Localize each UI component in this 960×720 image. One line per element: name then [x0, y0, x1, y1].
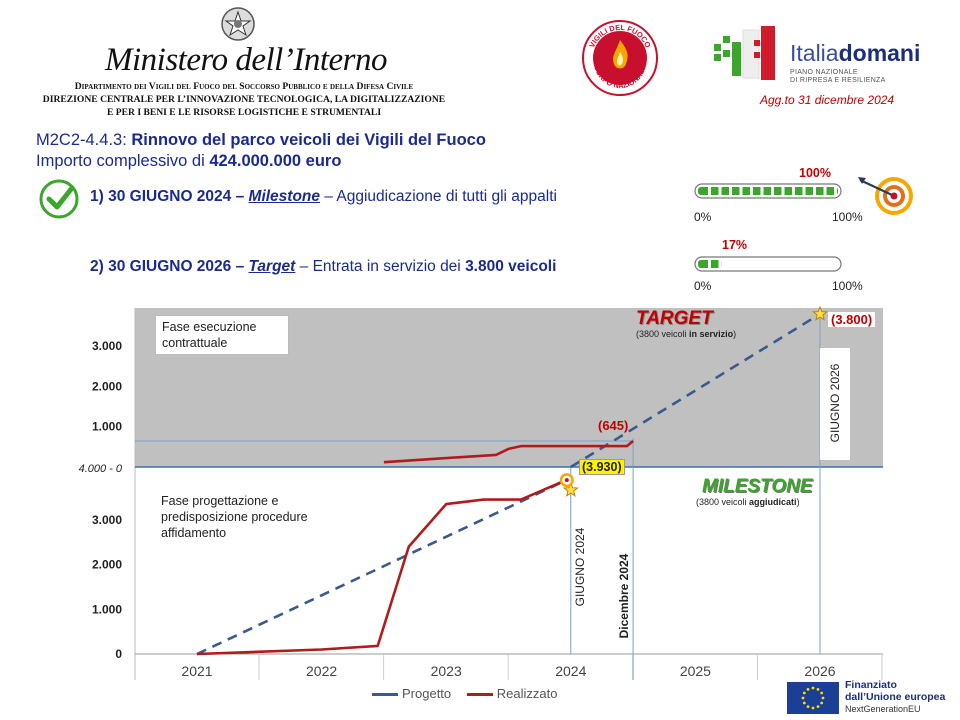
milestone-note-a: (3800 veicoli — [696, 497, 747, 507]
progress-segment-gap — [824, 187, 827, 195]
x-tick-label: 2022 — [306, 663, 338, 679]
upper-y-tick-label: 3.000 — [91, 339, 122, 354]
lower-phase-label — [155, 490, 357, 544]
checkmark-icon — [38, 178, 80, 220]
department-line: Dipartimento dei Vigili del Fuoco del Soccorso Pubblico e della Difesa Civile — [74, 81, 414, 92]
upper-y-tick-label: 2.000 — [91, 379, 122, 394]
progress-segment-gap — [813, 187, 816, 195]
amount-value: 424.000.000 euro — [209, 152, 342, 170]
milestone-progress-min: 0% — [694, 210, 712, 224]
legend-realizzato-label: Realizzato — [496, 686, 558, 701]
italia-domani-subtitle — [790, 69, 886, 85]
progress-segment-gap — [740, 187, 743, 195]
eu-line3-text: NextGenerationEU — [845, 704, 921, 714]
milestone-date: 1) 30 GIUGNO 2024 – — [90, 188, 245, 205]
progress-segment-gap — [708, 187, 711, 195]
milestone-annotation — [696, 476, 813, 507]
progress-segment-gap — [782, 187, 785, 195]
milestone-value-label: (3.930) — [579, 459, 625, 475]
target-type: Target — [248, 258, 296, 275]
progress-segment-gap — [729, 187, 732, 195]
target-annotation-title: TARGET — [636, 308, 713, 329]
measure-code: M2C2-4.4.3: — [36, 131, 127, 149]
milestone-bullseye-center — [565, 478, 569, 482]
eu-star — [807, 688, 810, 691]
eu-star — [817, 705, 820, 708]
milestone-note-c: ) — [796, 497, 800, 507]
amount-label: Importo complessivo di — [36, 152, 205, 170]
target-note-c: ) — [733, 329, 737, 339]
milestone-annotation-title: MILESTONE — [702, 476, 813, 497]
department-line: DIREZIONE CENTRALE PER L’INNOVAZIONE TECNOLOGICA, LA DIGITALIZZAZIONE — [42, 94, 446, 105]
italia-domani-logo-icon — [710, 22, 782, 86]
progress-segment-gap — [834, 187, 837, 195]
eu-star — [812, 707, 815, 710]
target-date: 2) 30 GIUGNO 2026 – — [90, 258, 245, 275]
vline-label-giugno-2026 — [820, 348, 850, 460]
x-tick-label: 2026 — [804, 663, 836, 679]
update-date: Agg.to 31 dicembre 2024 — [760, 93, 895, 107]
progress-segment-gap — [803, 187, 806, 195]
italia-domani-subtitle-line: PIANO NAZIONALE — [790, 69, 858, 76]
target-progress-bar — [694, 256, 842, 272]
eu-star — [822, 697, 825, 700]
lower-y-tick-label: 3.000 — [91, 512, 122, 527]
lower-y-tick-label: 1.000 — [91, 602, 122, 617]
lower-phase-line: Fase progettazione e — [161, 494, 279, 508]
italia-domani-title-a: Italia — [790, 40, 839, 66]
eu-star — [812, 687, 815, 690]
progress-segment-gap — [719, 187, 722, 195]
chart-legend — [372, 686, 557, 701]
amount-line — [36, 152, 341, 171]
italia-domani-subtitle-line: DI RIPRESA E RESILIENZA — [790, 77, 886, 84]
vline-label-dicembre-2024: Dicembre 2024 — [617, 553, 631, 639]
legend-realizzato-swatch — [467, 693, 493, 696]
target-row — [90, 258, 556, 276]
legend-progetto-swatch — [372, 693, 398, 696]
progress-segment-gap — [771, 187, 774, 195]
italia-domani-title-b: domani — [838, 40, 921, 66]
target-annotation-note — [636, 329, 736, 339]
upper-y-tick-label: 1.000 — [91, 419, 122, 434]
eu-star — [803, 702, 806, 705]
measure-name: Rinnovo del parco veicoli dei Vigili del Fuoco — [131, 131, 486, 149]
target-note-a: (3800 veicoli — [636, 329, 687, 339]
target-desc: – Entrata in servizio dei — [299, 258, 461, 275]
legend-progetto-label: Progetto — [402, 686, 452, 701]
x-tick-label: 2024 — [555, 663, 587, 679]
eu-line2: dall’Unione europea — [845, 691, 946, 703]
milestone-progress-svg — [694, 183, 842, 199]
progress-chart — [0, 300, 960, 720]
milestone-row — [90, 188, 557, 206]
target-progress-max: 100% — [832, 279, 863, 293]
progress-segment-gap — [792, 187, 795, 195]
vline-label-giugno-2026-text: GIUGNO 2026 — [828, 363, 842, 443]
target-progress-svg — [694, 256, 842, 272]
eu-text — [845, 679, 945, 715]
eu-star — [820, 692, 823, 695]
measure-title — [36, 131, 486, 150]
eu-star — [817, 688, 820, 691]
x-tick-label: 2025 — [679, 663, 711, 679]
upper-phase-line: Fase esecuzione — [162, 320, 257, 334]
department-text — [24, 80, 464, 119]
x-tick-label: 2023 — [430, 663, 462, 679]
target-value-label: (3.800) — [828, 312, 875, 327]
department-line: E PER I BENI E LE RISORSE LOGISTICHE E STRUMENTALI — [106, 107, 382, 118]
boundary-y-tick-label: 4.000 - 0 — [78, 463, 122, 475]
milestone-progress-bar — [694, 183, 842, 199]
target-bullseye-icon — [856, 172, 916, 218]
x-tick-label: 2021 — [181, 663, 213, 679]
milestone-progress-max: 100% — [832, 210, 863, 224]
vline-label-giugno-2024: GIUGNO 2024 — [573, 527, 587, 607]
vvf-logo-bottom-text: CORPO NAZIONALE — [592, 64, 648, 91]
eu-line3 — [845, 703, 945, 715]
progress-segment-gap — [750, 187, 753, 195]
eu-star — [807, 705, 810, 708]
target-note-b: in servizio — [689, 329, 734, 339]
upper-phase-label — [155, 315, 289, 355]
target-progress-min: 0% — [694, 279, 712, 293]
lower-y-tick-label: 2.000 — [91, 557, 122, 572]
lower-y-tick-label: 0 — [115, 647, 122, 661]
eu-star — [803, 692, 806, 695]
italia-domani-title — [790, 40, 920, 67]
eu-star — [820, 702, 823, 705]
milestone-desc: – Aggiudicazione di tutti gli appalti — [324, 188, 557, 205]
milestone-note-b: aggiudicati — [749, 497, 797, 507]
milestone-progress-label: 100% — [799, 166, 831, 180]
progress-segment-gap — [761, 187, 764, 195]
milestone-annotation-note — [696, 497, 813, 507]
lower-phase-line: affidamento — [161, 526, 227, 540]
upper-phase-line: contrattuale — [162, 336, 228, 350]
ministry-title: Ministero dell’Interno — [105, 42, 387, 78]
progress-segment-gap — [708, 260, 711, 268]
vvf-logo — [580, 18, 660, 98]
eu-line1: Finanziato — [845, 679, 897, 691]
target-progress-label: 17% — [722, 238, 748, 252]
milestone-type: Milestone — [248, 188, 321, 205]
eu-star — [802, 697, 805, 700]
current-value-label: (645) — [598, 418, 629, 433]
eu-flag-icon — [786, 681, 840, 715]
progress-segment-gap — [719, 260, 722, 268]
target-desc-bold: 3.800 veicoli — [465, 258, 557, 275]
target-annotation — [636, 308, 736, 339]
lower-phase-line: predisposizione procedure — [161, 510, 308, 524]
vvf-logo-top-text: VIGILI DEL FUOCO — [587, 22, 653, 50]
emblem-icon — [218, 4, 258, 44]
